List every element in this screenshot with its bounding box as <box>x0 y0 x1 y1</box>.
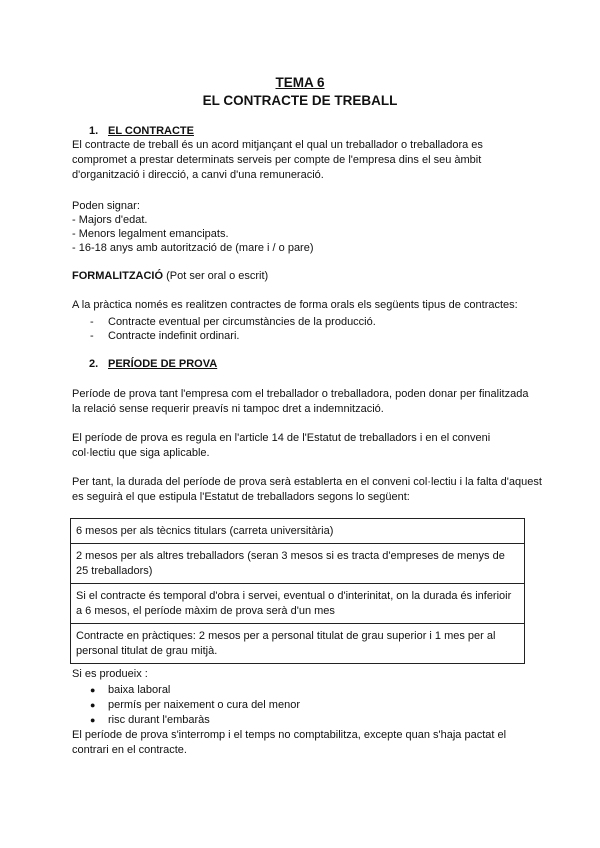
formalization-line <box>72 269 532 284</box>
section-1-title: EL CONTRACTE <box>108 125 194 137</box>
probation-para-3: Per tant, la durada del període de prova serà establerta en el conveni col·lectiu i la falta d'aquest es seguirà el que estipula l'Estatut de treballadors segons lo següent: <box>72 476 542 503</box>
interruption-label: baixa laboral <box>108 684 171 696</box>
practice-text: A la pràctica només es realitzen contractes de forma orals els següents tipus de contractes: <box>72 299 518 311</box>
contract-type-label: Contracte eventual per circumstàncies de la producció. <box>108 316 376 328</box>
table-row <box>71 624 525 664</box>
bullet-icon: ● <box>90 685 96 695</box>
dash-marker: - <box>90 330 94 342</box>
probation-para-2: El període de prova es regula en l'article 14 de l'Estatut de treballadors i en el conveni col·lectiu que siga aplicable. <box>72 432 491 459</box>
interruption-label: permís per naixement o cura del menor <box>108 699 300 711</box>
probation-periods-table <box>70 518 525 664</box>
table-cell: Contracte en pràctiques: 2 mesos per a personal titulat de grau superior i 1 mes per al personal titulat de grau mitjà. <box>71 624 525 664</box>
signer-item: - Menors legalment emancipats. <box>72 228 229 240</box>
table-row <box>71 544 525 584</box>
formalization-note: (Pot ser oral o escrit) <box>166 270 269 282</box>
table-cell: 2 mesos per als altres treballadors (seran 3 mesos si es tracta d'empreses de menys de 25 treballadors) <box>71 544 525 584</box>
section-1-intro: El contracte de treball és un acord mitjançant el qual un treballador o treballadora es compromet a prestar determinats serveis per compte de l'empresa dins el seu àmbit d'organització i direcció, a canvi d'una remuneració. <box>72 139 483 181</box>
probation-para-1: Període de prova tant l'empresa com el treballador o treballadora, poden donar per finalitzada la relació sense requerir preavís ni tampoc dret a indemnització. <box>72 388 529 415</box>
section-2-number: 2. <box>89 358 99 370</box>
can-sign-label: Poden signar: <box>72 200 140 212</box>
table-row <box>71 584 525 624</box>
section-1-heading <box>89 124 194 139</box>
table-cell: 6 mesos per als tècnics titulars (carreta universitària) <box>71 519 525 544</box>
signer-item: - Majors d'edat. <box>72 214 148 226</box>
doc-subtitle: EL CONTRACTE DE TREBALL <box>202 93 398 108</box>
contract-type-label: Contracte indefinit ordinari. <box>108 330 240 342</box>
bullet-icon: ● <box>90 715 96 725</box>
table-cell: Si el contracte és temporal d'obra i servei, eventual o d'interinitat, on la durada és inferioir a 6 mesos, el període màxim de prova serà d'un mes <box>71 584 525 624</box>
interruption-label: risc durant l'embaràs <box>108 714 210 726</box>
section-1-number: 1. <box>89 125 99 137</box>
section-2-heading <box>89 357 217 372</box>
section-2-title: PERÍODE DE PROVA <box>108 358 218 370</box>
table-row <box>71 519 525 544</box>
if-occurs-label: Si es produeix : <box>72 668 148 680</box>
closing-para: El període de prova s'interromp i el temps no comptabilitza, excepte quan s'haja pactat el contrari en el contracte. <box>72 729 507 756</box>
doc-title: TEMA 6 <box>275 75 325 90</box>
bullet-icon: ● <box>90 700 96 710</box>
dash-marker: - <box>90 316 94 328</box>
formalization-label: FORMALITZACIÓ <box>72 270 164 282</box>
signer-item: - 16-18 anys amb autorització de (mare i / o pare) <box>72 242 314 254</box>
